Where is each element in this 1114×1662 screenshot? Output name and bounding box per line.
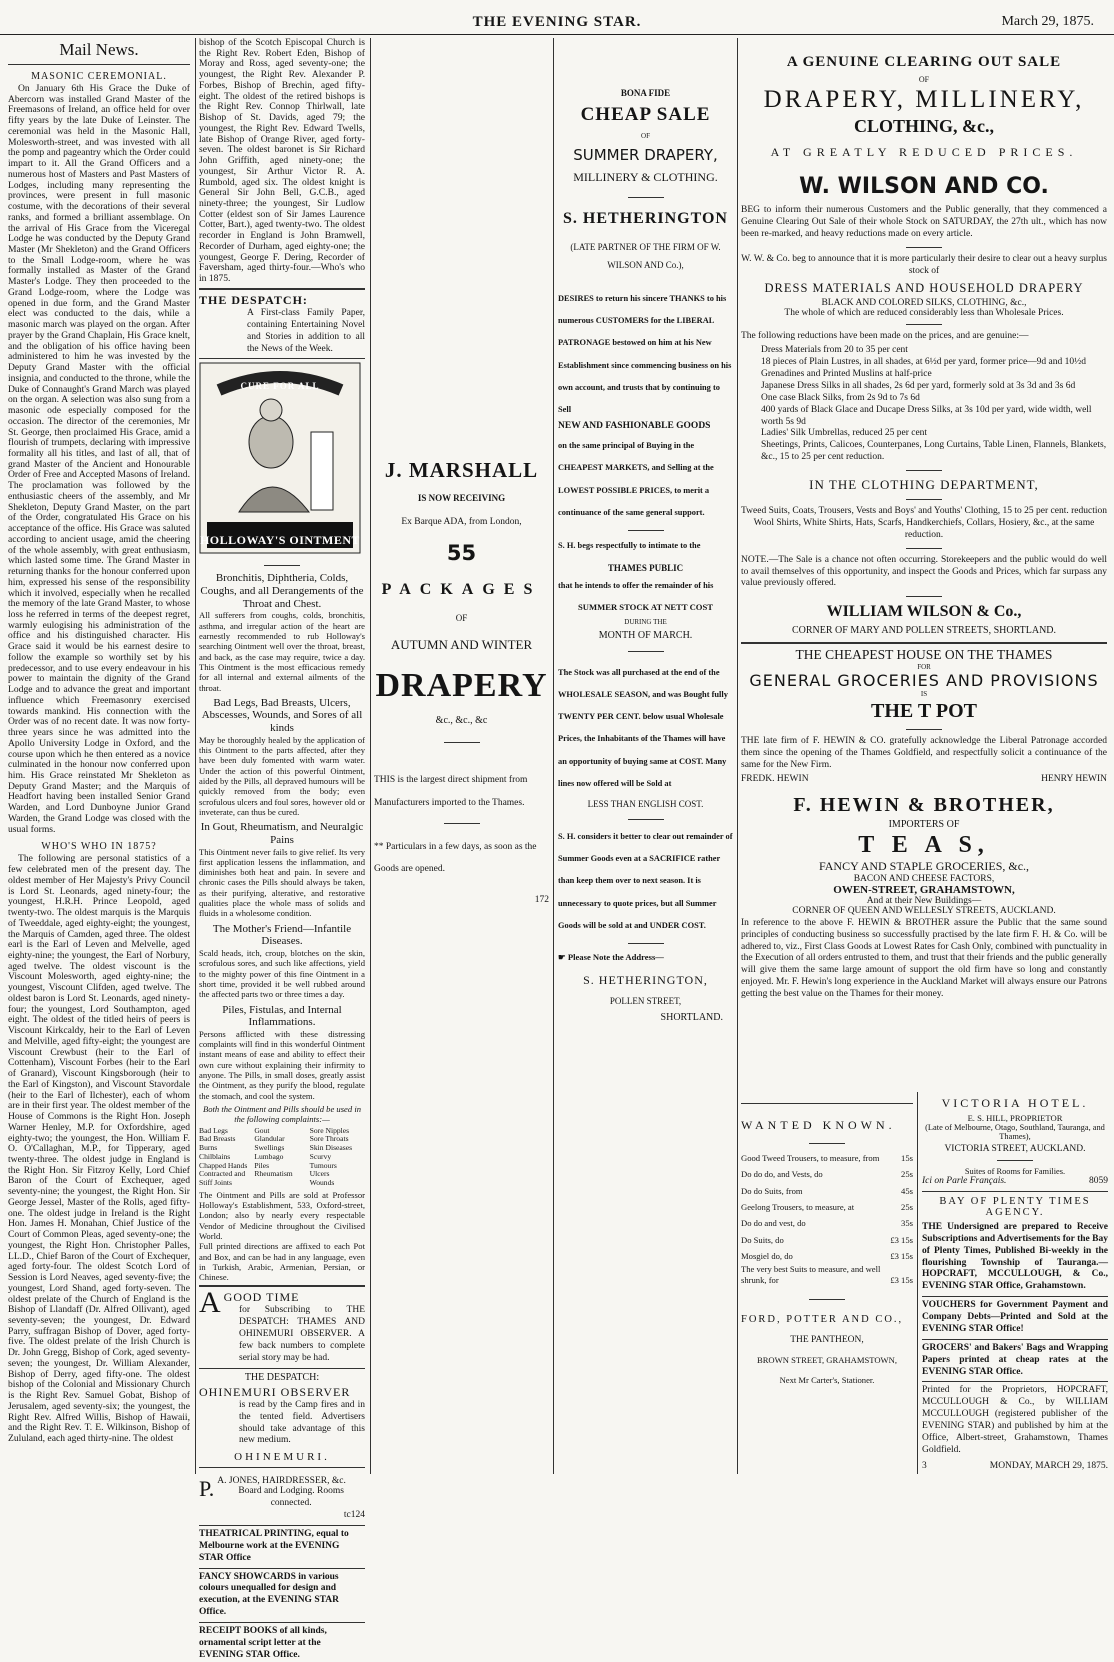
ad-title: A. JONES, HAIRDRESSER, &c. [217, 1476, 346, 1487]
divider [922, 1191, 1108, 1192]
imprint-date: MONDAY, MARCH 29, 1875. [989, 1460, 1108, 1471]
divider [628, 651, 664, 652]
divider [199, 288, 365, 290]
banner-overlay [199, 367, 365, 559]
divider [444, 742, 480, 743]
divider [997, 1160, 1033, 1161]
divider [809, 1143, 845, 1144]
reduction-item: Japanese Dress Silks in all shades, 2s 6d per yard, formerly sold at 3s 3d and 3s 6d [761, 380, 1076, 391]
price-item: Do Suits, do [741, 1234, 784, 1245]
price-row [741, 1264, 913, 1286]
divider [809, 1299, 845, 1300]
ad-ref: 172 [534, 895, 549, 906]
ad-text: THEATRICAL PRINTING, equal to Melbourne work at the EVENING STAR Office [199, 1528, 349, 1563]
ad-text: POLLEN STREET, [609, 995, 682, 1006]
ad-text: CORNER OF QUEEN AND WELLESLY STREETS, AUCKLAND. [792, 905, 1056, 916]
ad-title: OHINEMURI. [234, 1451, 330, 1464]
ad-text: for Subscribing to THE DESPATCH: THAMES AND OHINEMURI OBSERVER. A few back numbers to complete serial story may be had. [239, 1305, 365, 1363]
divider [199, 1467, 365, 1468]
divider [199, 1368, 365, 1369]
ad-number: 55 [446, 541, 477, 565]
divider [906, 247, 942, 248]
ad-subheading: Piles, Fistulas, and Internal Inflammations. [222, 1003, 342, 1029]
spacer [558, 38, 733, 88]
spacer [374, 38, 549, 458]
ad-text: &c., &c., &c [435, 715, 488, 726]
ad-text: RECEIPT BOOKS of all kinds, ornamental script letter at the EVENING STAR Office. [199, 1626, 327, 1660]
column-mail-news [8, 38, 190, 1474]
ad-title: WANTED KNOWN. [741, 1118, 896, 1132]
reduction-item: 400 yards of Black Glace and Ducape Dress Silks, at 3s 10d per yard, wide width, well worth 5s 9d [761, 404, 1092, 427]
article-body: bishop of the Scotch Episcopal Church is the Right Rev. Robert Eden, Bishop of Moray and Ross, aged seventy-one; the youngest, the Right Rev. Alexander P. Forbes, Bishop of Brechin, aged fifty-eight. The oldest of the retired bishops is the Right Rev. Connop Thirlwall, late Bishop of St. Davids, aged 79; the youngest, the Right Rev. Edward Twells, late Bishop of Orange River, aged forty-seven. The oldest baronet is Sir Richard John Griffith, aged ninety-one; the youngest, Sir Arthur Victor R. A. Rumbold, aged six. The oldest knight is General Sir John Bell, G.C.B., aged ninety-three; the youngest, Sir Ludlow Cotter (eldest son of Sir James Laurence Cotter, Bart.), aged twenty-two. The oldest recorder in England is John Bramwell, Recorder of Durham, aged eighty-one; the youngest, George F. Dering, Recorder of Faversham, aged thirty-four.—Who's who in 1875. [199, 37, 365, 285]
complaint: Bad Legs [199, 1125, 228, 1135]
ad-title: J. MARSHALL [384, 458, 539, 482]
complaint: Bad Breasts [199, 1134, 236, 1144]
divider [922, 1296, 1108, 1297]
complaint: Piles [254, 1160, 270, 1170]
ad-text: Suites of Rooms for Families. [964, 1167, 1066, 1176]
complaint: Chilblains [199, 1151, 231, 1161]
column-marshall [374, 38, 549, 1474]
price-value: £3 15s [890, 1234, 913, 1245]
ad-title: THE DESPATCH: [199, 292, 308, 307]
ad-text: is read by the Camp fires and in the tented field. Advertisers should take advantage of this new medium. [239, 1399, 365, 1446]
ad-title: IN THE CLOTHING DEPARTMENT, [809, 477, 1039, 492]
reductions-list [761, 345, 1107, 464]
column-rule [737, 38, 738, 1474]
price-value: £3 15s [890, 1275, 913, 1286]
price-item: Geelong Trousers, to measure, at [741, 1201, 855, 1212]
ad-text: Tweed Suits, Coats, Trousers, Vests and Boys' and Youths' Clothing, 15 to 25 per cent. reduction [741, 506, 1107, 516]
price-row [741, 1232, 913, 1248]
ad-text: BLACK AND COLORED SILKS, CLOTHING, &c., [821, 298, 1027, 309]
ad-text: OWEN-STREET, GRAHAMSTOWN, [833, 883, 1015, 896]
wanted-known-ad [741, 1100, 913, 1470]
ad-text: Ex Barque ADA, from London, [401, 517, 522, 527]
divider [906, 499, 942, 500]
ad-subheading: Bronchitis, Diphtheria, Colds, Coughs, and all Derangements of the Throat and Chest. [200, 572, 364, 610]
price-value: 45s [901, 1185, 913, 1196]
divider [628, 819, 664, 820]
ad-title: F. HEWIN & BROTHER, [793, 793, 1055, 816]
ad-text: This Ointment never fails to give relief. Its very first application lessens the inflammation, and diminishes both heat and pain. In severe and chronic cases the Pills should always be taken, as their purifying, alterative, and restorative qualities place the whole mass of solids and fluids in a wholesome condition. [199, 846, 365, 919]
ad-text: W. W. & Co. beg to announce that it is more particularly their desire to clear out a heavy surplus stock of [741, 253, 1107, 276]
ad-title: SUMMER DRAPERY, [573, 146, 718, 164]
ad-text: S. H. considers it better to clear out remainder of Summer Goods even at a SACRIFICE rather than keep them over to next season. It is unnecessary to quote prices, but all Summer Goods will be sold at and UNDER COST. [558, 831, 733, 930]
ad-text: Ici on Parle Français. [922, 1176, 1007, 1186]
price-value: 15s [901, 1153, 913, 1163]
article-heading: MASONIC CEREMONIAL. [31, 71, 167, 82]
ad-text: Persons afflicted with these distressing complaints will find in this wonderful Ointment instant means of ease and ability to effect their own cure without explaining their infirmity to anyone. The Pills, in small doses, greatly assist the Ointment, as they purify the blood, regulate the stomach, and cool the system. [199, 1028, 365, 1101]
price-row [741, 1215, 913, 1231]
column-hetherington [558, 38, 733, 1474]
complaint: Scurvy [309, 1151, 332, 1161]
ad-title: DRESS MATERIALS AND HOUSEHOLD DRAPERY [764, 281, 1084, 296]
banner-bottom-text: HOLLOWAY'S OINTMENT [199, 533, 361, 548]
ad-subheading: In Gout, Rheumatism, and Neuralgic Pains [200, 821, 364, 846]
divider [199, 1622, 365, 1623]
ad-text: IS NOW RECEIVING [417, 493, 506, 503]
ad-title: NEW AND FASHIONABLE GOODS [558, 421, 711, 432]
ad-text-row [922, 1176, 1108, 1188]
article-heading: WHO'S WHO IN 1875? [41, 841, 157, 853]
ad-title: AUTUMN AND WINTER [390, 637, 533, 652]
column-wilson [741, 38, 1107, 1090]
price-value: 35s [901, 1218, 913, 1229]
price-item: Mosgiel do, do [741, 1250, 793, 1261]
reduction-item: Ladies' Silk Umbrellas, reduced 25 per cent [761, 428, 928, 439]
complaint: Gout [254, 1125, 270, 1135]
price-item: Do do Suits, from [741, 1185, 803, 1196]
complaints-col-1 [199, 1127, 254, 1188]
ad-text: NOTE.—The Sale is a chance not often occurring. Storekeepers and the public would do well to avail themselves of this opportunity, and inspect the Goods and Prices, which far surpass any value previously offered. [741, 554, 1107, 589]
ad-title: OHINEMURI OBSERVER [199, 1384, 351, 1399]
ad-text: And at their New Buildings— [866, 895, 982, 906]
ad-text: ** Particulars in a few days, as soon as the Goods are opened. [374, 841, 537, 875]
paper-date: March 29, 1875. [1001, 14, 1094, 29]
ad-text: The following reductions have been made on the prices, and are genuine:— [741, 331, 1029, 342]
complaint: Chapped Hands [199, 1160, 248, 1170]
note-text: Please Note the Address— [567, 951, 664, 962]
ad-text: that he intends to offer the remainder of his [558, 581, 714, 591]
ad-ref: tc124 [343, 1510, 365, 1521]
reduction-item: Grenadines and Printed Muslins at half-price [761, 369, 932, 379]
complaint: Sore Nipples [309, 1125, 350, 1135]
ad-text: The Stock was all purchased at the end of the WHOLESALE SEASON, and was Bought fully TWENTY PER CENT. below usual Wholesale Prices, the Inhabitants of the Thames will have an opportunity of buying same at COST. Many lines now offered will be Sold at [558, 667, 728, 788]
price-list [741, 1150, 913, 1287]
divider [628, 530, 664, 531]
banner-top-text: CURE FOR ALL [240, 381, 320, 392]
paper-title: THE EVENING STAR. [472, 14, 642, 30]
ad-text: Scald heads, itch, croup, blotches on the skin, scrofulous sores, and such like affections, yield to the mighty power of this fine Ointment in a short time, provided it be well rubbed around the affected parts two or three times a day. [199, 947, 365, 1000]
ad-title: THAMES PUBLIC [607, 563, 684, 574]
ad-subheading: Bad Legs, Bad Breasts, Ulcers, Abscesses, Wounds, and Sores of all kinds [201, 696, 363, 735]
ad-text: The Ointment and Pills are sold at Professor Holloway's Establishment, 533, Oxford-street, London; also by nearly every respectable Vendor of Medicine throughout the Civilised World. [199, 1189, 365, 1241]
complaint: Wounds [309, 1177, 335, 1187]
ad-text: BONA FIDE [620, 88, 671, 98]
article-body: On January 6th His Grace the Duke of Abercorn was installed Grand Master of the Freemasons of Ireland, an office held for over fifty years by the late Duke of Leinster. The ceremonial was held in the Masonic Hall, Molesworth-street, and was invested with all the pomp and pageantry which the Order could impart to it. All the Grand Officers and a numerous host of Masters and Past Masters of Lodges, including many representing the provinces, were present in full masonic costume, with the decorations of their several ranks, and formed a brilliant assemblage. On the arrival of His Grace from the Viceregal Lodge he was conducted by the Deputy Grand Master (Mr Shekleton) and the Grand Officers to the Small Lodge-room, where he was formally installed as Master of the Grand Master's Lodge. They then proceeded to the Grand Lodge-room, where the Lodge was opened in due form, and the Grand Master elect was conducted to the dais, while a masonic march was played on the organ. After prayer by the Grand Chaplain, His Grace knelt, and the obligation of his office having been administered to him he was invested by the Deputy Grand Master with the official insignia, and conducted to the throne, while the Duke of Connaught's Grand March was played on the organ. A selection was also sung from a masonic ode especially composed for the occasion. The director of the ceremonies, Mr St. George, then proclaimed His Grace, amid a flourish of trumpets, declaring with impressive formality all his titles, and last of all, that of grand Master of the Ancient and Honourable Order of Free and Accepted Masons of Ireland. The proclamation was followed by the enthusiastic cheers of the assembly, and Mr Shekleton, Deputy Grand Master, on the part of the Order, congratulated His Grace on his acceptance of the office. His Grace was saluted according to ancient usage, amid the cheering of the whole assembly, with great enthusiasm, which lasted some time. The Grand Master in returning thanks for the honour conferred upon him, expressed his sense of the responsibility which it involved, especially when he recalled the memory of the late Grand Master, to whose loss he referred in terms of the deepest regret, warmly eulogising his administration of the office and his distinguished character. His Grace said it would be his earnest desire to follow the example so worthily set by his predecessor, and to use every endeavour in his power to maintain the dignity of the Grand Lodge and to advance the great and important influence which Freemasonry exercised towards mankind. His connection with the Order was of no recent date. It was now forty-three years since he was admitted into the Apollo University Lodge in Oxford, and the course upon which he then entered as a novice culminated in the honour now conferred upon him. His Grace reinstated Mr Shekleton as Deputy Grand Master; and the Marquis of Headfort having been installed Senior Grand Warden, and Lord Dunboyne Junior Grand Warden, the Grand Lodge was closed with the usual forms. [8, 83, 190, 835]
ad-text: All sufferers from coughs, colds, bronchitis, asthma, and irregular action of the heart are earnestly recommended to rub Holloway's searching Ointment well over the throat, breast, and back, as the case may require, twice a day. This Ointment is the most efficacious remedy for all internal and external ailments of the throat. [199, 610, 365, 693]
ad-text: OF [455, 613, 468, 623]
ad-title: CLOTHING, &c., [853, 116, 994, 136]
ad-title: PACKAGES [381, 581, 542, 598]
divider [906, 548, 942, 549]
ad-text: FANCY AND STAPLE GROCERIES, &c., [818, 858, 1030, 873]
column-despatch [199, 37, 365, 1660]
reduction-item: One case Black Silks, from 2s 9d to 7s 6d [761, 392, 920, 403]
drop-cap: A [199, 1286, 221, 1320]
ad-text: BROWN STREET, GRAHAMSTOWN, [756, 1354, 898, 1365]
ad-text: A First-class Family Paper, containing Entertaining Novel and Stories in addition to all the News of the Week. [247, 307, 365, 354]
ad-text: Both the Ointment and Pills should be used in the following complaints:— [202, 1104, 361, 1125]
divider [199, 1525, 365, 1526]
ad-text: on the same principal of Buying in the CHEAPEST MARKETS, and Selling at the LOWEST POSSIBLE PRICES, to merit a continuance of the same general support. [558, 441, 714, 517]
column-rule [195, 38, 196, 1474]
column-rule [917, 1092, 918, 1474]
ad-title: CHEAP SALE [580, 104, 711, 125]
ad-text: DESIRES to return his sincere THANKS to his numerous CUSTOMERS for the LIBERAL PATRONAGE bestowed on him at his New Establishment since commencing business on his own account, and trusts that by continuing to Sell [558, 294, 732, 414]
ad-text: CORNER OF MARY AND POLLEN STREETS, SHORTLAND. [791, 625, 1057, 637]
signature-henry: HENRY HEWIN [1041, 773, 1107, 784]
ad-text: (Late of Melbourne, Otago, Southland, Tauranga, and Thames), [925, 1123, 1105, 1141]
ad-text: The whole of which are reduced considerably less than Wholesale Prices. [784, 308, 1064, 319]
ad-title: SUMMER STOCK AT NETT COST [578, 601, 713, 612]
ad-title: MILLINERY & CLOTHING. [573, 170, 718, 184]
ad-text: OF [641, 132, 650, 140]
complaint: Tumours [309, 1160, 337, 1170]
good-time-ad [199, 1286, 365, 1364]
price-value: 25s [901, 1169, 913, 1180]
divider [199, 358, 365, 359]
divider [922, 1381, 1108, 1382]
reduction-item: Sheetings, Prints, Calicoes, Counterpanes, Long Curtains, Table Linen, Flannels, Blankets, &c., 15 to 25 per cent reduction. [761, 440, 1107, 463]
ad-title: DRAPERY [375, 667, 548, 704]
column-rule [370, 38, 371, 1474]
drop-cap: P. [199, 1476, 215, 1502]
ad-text: THIS is the largest direct shipment from Manufacturers imported to the Thames. [374, 775, 528, 808]
ad-title: VICTORIA HOTEL. [941, 1096, 1089, 1110]
imprint: Printed for the Proprietors, HOPCRAFT, MCCULLOUGH & Co., by WILLIAM MCCULLOUGH (registered publisher of the EVENING STAR) and published by him at the Office, Albert-street, Grahamstown, Thames Goldfield. [922, 1385, 1108, 1455]
ad-text: FOR [917, 663, 931, 672]
price-item: Good Tweed Trousers, to measure, from [741, 1153, 880, 1163]
ad-text [558, 952, 733, 963]
divider [8, 64, 190, 65]
article-body: The following are personal statistics of a few celebrated men of the present day. The oldest member of Her Majesty's Privy Council is Lord St. Leonards, aged ninety-four; the youngest, H.R.H. Prince Leopold, aged twenty-two. The oldest marquis is the Marquis of Tweeddale, aged eighty-eight; the youngest, the Marquis of Camden, aged three. The oldest earl is the Earl of Leven and Melvelle, aged eighty-nine; the youngest, the Earl of Norbury, aged twelve. The oldest viscount is the Viscount Molesworth, aged eighty-nine; the youngest, Viscount Clifden, aged twelve. The oldest baron is Lord St. Leonards, aged ninety-four; the youngest, Lord Southampton, aged eight. The oldest of the titled heirs of peers is Viscount Kirkcaldy, heir to the Earl of Leven and Melville, aged fifty-eight; the youngest are Viscount Crewbust (heir to the Earl of Cottenham), Viscount Forbes (heir to the Earl of Granard), Viscount Kingsborough (heir to the Earl of Kingston), and Viscount Stavordale (heir to the Earl of Ilchester), each of whom are in their first year. The oldest member of the House of Commons is the Right Hon. Joseph Warner Henley, M.P. for Oxfordshire, aged eighty-two; the youngest, the Hon. William F. O. O'Callaghan, M.P., for Tipperary, aged twenty-three. The oldest judge in England is the Right Hon. Sir Fitzroy Kelly, Lord Chief Baron of the Court of Exchequer, aged seventy-nine; the youngest, the Right Hon. Sir George Jessel, Master of the Rolls, aged fifty-one. The oldest judge in Ireland is the Right Hon. James H. Monahan, Chief Justice of the Court of Common Pleas, aged seventy-one; the youngest, the Right Hon. Christopher Palles, LL.D., Chief Baron of the Court of Exchequer, aged forty-four. The oldest Scotch Lord of Session is Lord Neaves, aged seventy-five; the youngest, Lord Shand, aged forty-seven. The oldest prelate of the Church of England is the Bishop of Llandaff (Dr. Alfred Ollivant), aged seventy-seven; the youngest, Dr. Edward Parry, suffragan Bishop of Dover, aged forty-five. The oldest prelate of the Irish Church is Dr. John Gregg, Bishop of Cork, aged seventy-seven; the youngest, Dr. William Alexander, Bishop of Derry, aged fifty-one. The oldest bishop of the Colonial and Missionary Church is the Right Rev. Samuel Gobat, Bishop of Jerusalem, aged seventy-six; the youngest, the Right Rev. Alfred Willis, Bishop of Hawaii, and the Right Rev. T. E. Wilkinson, Bishop of Zululand, each aged thirty-nine. The oldest [8, 853, 190, 1445]
ad-text: May be thoroughly healed by the application of this Ointment to the parts affected, after they have been duly fomented with warm water. Under the action of this powerful Ointment, aided by the Pills, all depraved humours will be quickly removed from the body; even scrofulous ulcers and foul sores, however old or inveterate, can thus be cured. [199, 734, 365, 817]
ad-title: BAY OF PLENTY TIMES AGENCY. [939, 1195, 1091, 1218]
price-item: Do do and vest, do [741, 1218, 806, 1229]
complaint: Lumbago [254, 1151, 284, 1161]
divider [199, 1285, 365, 1287]
ad-title: S. HETHERINGTON, [583, 972, 708, 987]
price-row [741, 1166, 913, 1182]
reduction-item: 18 pieces of Plain Lustres, in all shades, at 6½d per yard, former price—9d and 10½d [761, 357, 1087, 368]
ad-text: VICTORIA STREET, AUCKLAND. [944, 1144, 1086, 1154]
ad-text: FANCY SHOWCARDS in various colours unequalled for design and execution, at the EVENING STAR Office. [199, 1571, 339, 1618]
divider [199, 1568, 365, 1569]
ad-title: FORD, POTTER AND CO., [741, 1313, 904, 1325]
complaint: Sore Throats [309, 1134, 349, 1144]
price-value: £3 15s [890, 1250, 913, 1261]
ad-text: THE PANTHEON, [790, 1334, 864, 1345]
complaints-col-3 [310, 1127, 365, 1188]
ad-text: IMPORTERS OF [888, 818, 960, 830]
ad-title: GENERAL GROCERIES AND PROVISIONS [749, 671, 1099, 691]
price-item: The very best Suits to measure, and well shrunk, for [741, 1264, 881, 1286]
signatures [741, 774, 1107, 786]
complaint: Contracted and Stiff Joints [199, 1169, 246, 1187]
divider [628, 197, 664, 198]
ad-text: OF [918, 75, 930, 84]
ad-title: AT GREATLY REDUCED PRICES. [770, 145, 1078, 159]
ad-text: In reference to the above F. HEWIN & BROTHER assure the Public that the same sound principles of conducting business so successfully practised by the late firm F. H. & Co. will be adhered to, viz., First Class Goods at Lowest Rates for Cash Only, combined with punctuality in the Execution of all orders entrusted to them, and trust that their friends and the public generally will give them the same large amount of support the old firm have so long and constantly enjoyed. Mr. F. Hewin's long experience in the Auckland Market will always ensure our Patrons getting the best value on the Thames for their money. [741, 917, 1107, 999]
divider [906, 729, 942, 730]
imprint-date-row [922, 1461, 1108, 1473]
ad-title: T E A S, [858, 831, 990, 858]
ad-text: Next Mr Carter's, Stationer. [779, 1374, 875, 1385]
despatch-ad [199, 293, 365, 356]
ad-title: THE CHEAPEST HOUSE ON THE THAMES [795, 647, 1053, 663]
holloway-ad [199, 362, 365, 1282]
page-number: 3 [922, 1460, 927, 1471]
complaint: Glandular Swellings [254, 1134, 285, 1153]
ad-title: GOOD TIME [223, 1290, 300, 1305]
price-value: 25s [901, 1201, 913, 1212]
ad-text: (LATE PARTNER OF THE FIRM OF W. WILSON AND Co.), [570, 242, 721, 270]
column-rule [553, 38, 554, 1474]
complaints-col-2 [254, 1127, 309, 1188]
ad-title: DRAPERY, MILLINERY, [763, 86, 1085, 113]
ad-text: THE Undersigned are prepared to Receive Subscriptions and Advertisements for the Bay of Plenty Times, Published Bi-weekly in the flourishing Township of Tauranga.—HOPCRAFT, MCCULLOUGH, & Co., EVENING STAR Office, Grahamstown. [922, 1221, 1108, 1292]
ad-text: E. S. HILL, PROPRIETOR [967, 1113, 1063, 1123]
ad-text: Wool Shirts, White Shirts, Hats, Scarfs, Handkerchiefs, Collars, Hosiery, &c., at the same reduction. [753, 517, 1095, 540]
ad-title: W. WILSON AND CO. [799, 174, 1049, 199]
column-small-ads [922, 1092, 1108, 1474]
ad-title: WILLIAM WILSON & Co., [826, 603, 1022, 621]
complaint: Ulcers [309, 1169, 330, 1179]
complaints-table [199, 1127, 365, 1188]
ad-text: BEG to inform their numerous Customers and the Public generally, that they commenced a Genuine Clearing Out Sale of their whole Stock on SATURDAY, the 27th ult., which has now been re-marked, and heavy reductions made on every article. [741, 205, 1107, 239]
pointing-hand-icon: ☛ [558, 951, 568, 962]
ad-title: THE T POT [871, 700, 977, 723]
ad-title: MONTH OF MARCH. [598, 629, 693, 641]
divider [922, 1339, 1108, 1340]
divider [628, 943, 664, 944]
price-item: Do do do, and Vests, do [741, 1169, 823, 1180]
ad-title: THE DESPATCH: [244, 1371, 320, 1383]
complaint: Rheumatism [254, 1169, 293, 1179]
ad-title: LESS THAN ENGLISH COST. [587, 798, 704, 809]
ad-title: A GENUINE CLEARING OUT SALE [786, 54, 1062, 70]
divider [444, 823, 480, 824]
ad-title: S. HETHERINGTON [563, 210, 728, 227]
ad-text: GROCERS' and Bakers' Bags and Wrapping Papers printed at cheap rates at the EVENING STAR Office. [922, 1342, 1108, 1377]
ad-text: IS [920, 690, 928, 699]
divider [741, 1103, 913, 1104]
ad-text: Full printed directions are affixed to each Pot and Box, and can be had in any language, even in Turkish, Arabic, Armenian, Persian, or Chinese. [199, 1241, 365, 1283]
signature-fred: FREDK. HEWIN [741, 773, 809, 784]
divider [906, 470, 942, 471]
masthead [0, 0, 1114, 35]
price-row [741, 1150, 913, 1166]
complaint: Burns [199, 1143, 218, 1153]
divider [264, 565, 300, 566]
ad-text: Board and Lodging. Rooms connected. [238, 1486, 344, 1509]
ad-ref: 8059 [1089, 1176, 1108, 1186]
price-row [741, 1199, 913, 1215]
ad-text: THE late firm of F. HEWIN & CO. gratefully acknowledge the Liberal Patronage accorded them since the opening of the Thames Goldfield, and respectfully solicit a continuance of the same for the New Firm. [741, 736, 1107, 770]
price-row [741, 1183, 913, 1199]
ad-text: BACON AND CHEESE FACTORS, [853, 873, 995, 884]
complaint: Skin Diseases [309, 1143, 353, 1153]
ad-text: S. H. begs respectfully to intimate to the [558, 540, 701, 550]
ad-text: SHORTLAND. [660, 1011, 723, 1023]
section-heading: Mail News. [59, 40, 139, 59]
divider [741, 642, 1107, 644]
ad-text: DURING THE [624, 617, 667, 626]
ad-subheading: The Mother's Friend—Infantile Diseases. [212, 922, 352, 948]
divider [906, 596, 942, 597]
ad-text: VOUCHERS for Government Payment and Company Debts—Printed and Sold at the EVENING STAR Office! [922, 1300, 1108, 1334]
price-row [741, 1248, 913, 1264]
divider [906, 324, 942, 325]
reduction-item: Dress Materials from 20 to 35 per cent [761, 345, 908, 356]
